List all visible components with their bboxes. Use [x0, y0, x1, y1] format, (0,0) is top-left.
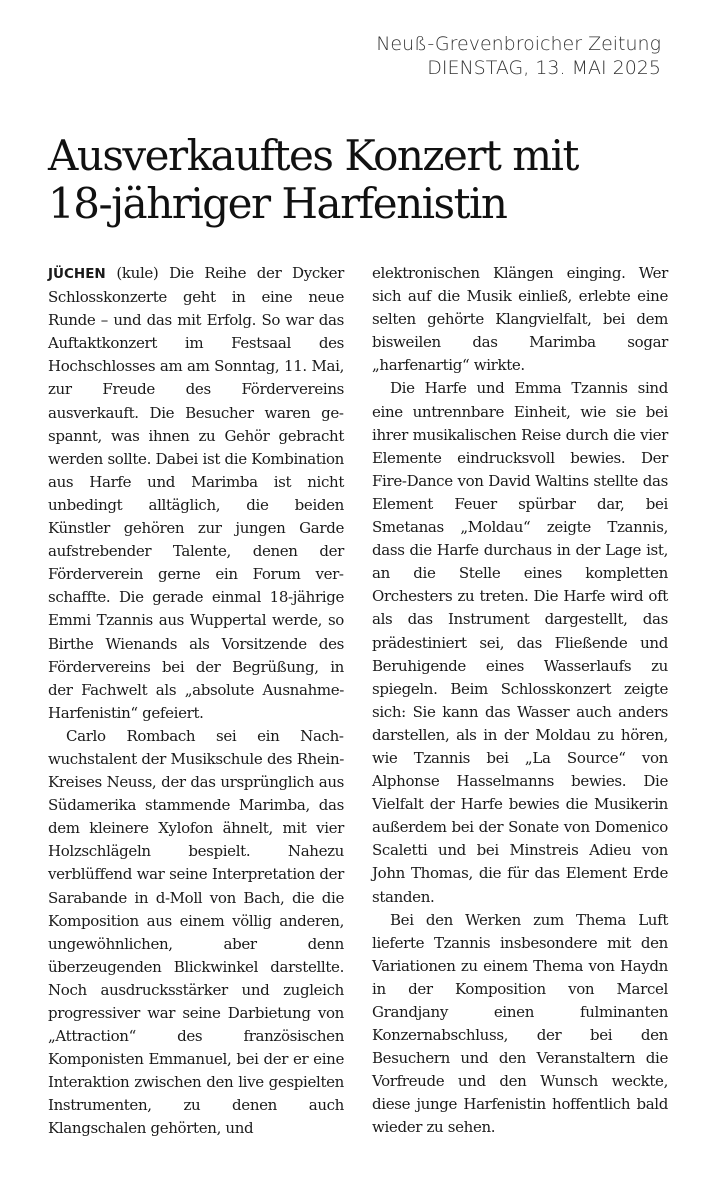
article-paragraph-2: Carlo Rombach sei ein Nachwuchstalent der Musikschule des Rhein-Kreises Neuss, der das ursprünglich aus Südamerika stammende Marimba, das dem kleinere Xylofon ähnelt, mit vier Holzschlägeln bespielt. Nahezu verblüffend war seine Interpretation der Sarabande in d-Moll von Bach, die die Komposition aus einem völlig anderen, ungewöhnlichen, aber denn überzeugenden Blickwinkel darstellte. Noch ausdrucksstärker und zugleich progressiver war seine Darbietung von „Attraction“ des französischen Komponisten Emmanuel, bei der er eine Interaktion zwischen den live gespielten Instrumenten, zu denen auch Klangschalen gehörten, und — [48, 726, 344, 1138]
headline-line-1: Ausverkauftes Konzert mit — [48, 131, 578, 180]
paragraph-1-text: (kule) Die Reihe der Dycker Schlosskonzerte geht in eine neue Runde – und das mit Erfolg. So war das Auftaktkonzert im Festsaal des Hochschlosses am am Sonntag, 11. Mai, zur Freude des Fördervereins ausverkauft. Die Besucher waren gespannt, was ihnen zu Gehör gebracht werden sollte. Dabei ist die Kombination aus Harfe und Marimba ist nicht unbedingt alltäglich, die beiden Künstler gehören zur jungen Garde aufstrebender Talente, denen der Förderverein gerne ein Forum verschaffte. Die gerade einmal 18-jährige Emmi Tzannis aus Wuppertal werde, so Birthe Wienands als Vorsitzende des Fördervereins bei der Begrüßung, in der Fachwelt als „absolute Ausnahme-Harfenistin“ gefeiert. — [48, 264, 344, 722]
newspaper-name: Neuß-Grevenbroicher Zeitung — [376, 33, 661, 55]
article-headline — [48, 132, 668, 228]
article-paragraph-1 — [48, 262, 344, 725]
dateline: JÜCHEN — [48, 266, 106, 282]
article-column-right — [372, 262, 668, 1140]
issue-date: DIENSTAG, 13. MAI 2025 — [427, 57, 661, 79]
headline-line-2: 18-jähriger Harfenistin — [48, 179, 507, 228]
article-column-left — [48, 262, 344, 1141]
masthead — [376, 32, 661, 80]
article-paragraph-3: Die Harfe und Emma Tzannis sind eine untrennbare Einheit, wie sie bei ihrer musikalischen Reise durch die vier Elemente eindrucksvoll bewies. Der Fire-Dance von David Waltins stellte das Element Feuer spürbar dar, bei Smetanas „Moldau“ zeigte Tzannis, dass die Harfe durchaus in der Lage ist, an die Stelle eines kompletten Orchesters zu treten. Die Harfe wird oft als das Instrument dargestellt, das prädestiniert sei, das Fließende und Beruhigende eines Wasserlaufs zu spiegeln. Beim Schlosskonzert zeigte sich: Sie kann das Wasser auch anders darstellen, als in der Moldau zu hören, wie Tzannis bei „La Source“ von Alphonse Hasselmanns bewies. Die Vielfalt der Harfe bewies die Musikerin außerdem bei der Sonate von Domenico Scaletti und bei Minstreis Adieu von John Thomas, die für das Element Erde standen. — [372, 379, 668, 906]
article-paragraph-4: Bei den Werken zum Thema Luft lieferte Tzannis insbesondere mit den Variationen zu einem Thema von Haydn in der Komposition von Marcel Grandjany einen fulminanten Konzernabschluss, der bei den Besuchern und den Veranstaltern die Vorfreude und den Wunsch weckte, diese junge Harfenistin hoffentlich bald wieder zu sehen. — [372, 910, 668, 1137]
article-paragraph-2-continued: elektronischen Klängen einging. Wer sich auf die Musik einließ, erlebte eine selten gehörte Klangvielfalt, bei dem bisweilen das Marimba sogar „harfenartig“ wirkte. — [372, 264, 668, 375]
